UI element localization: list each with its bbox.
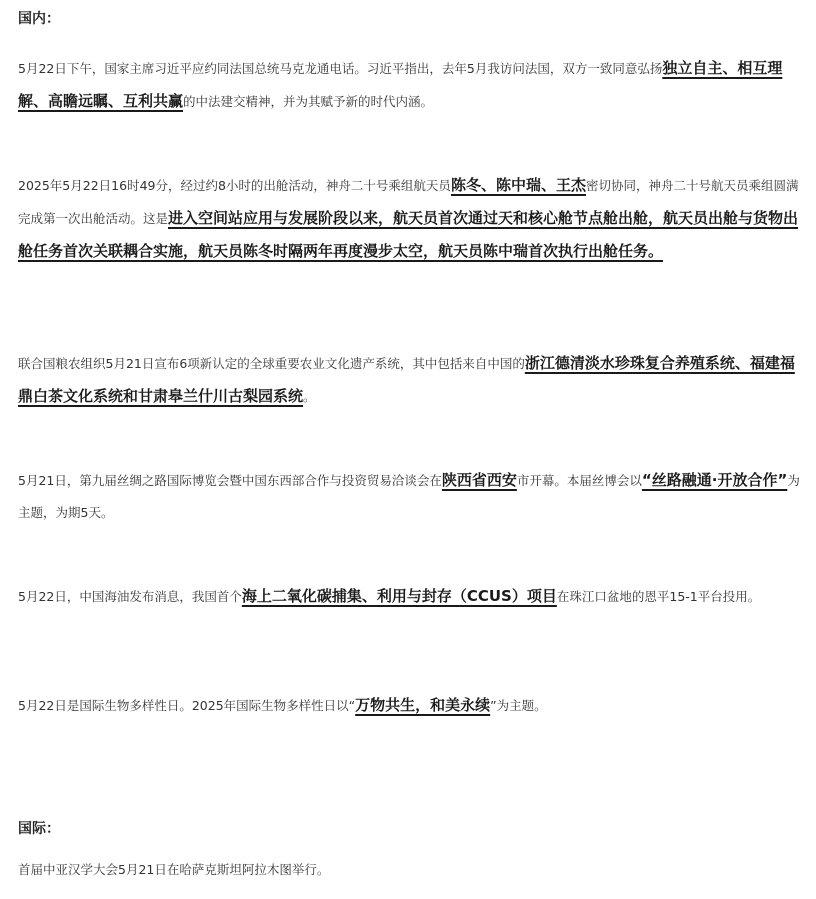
news-item-heritage bbox=[18, 347, 800, 413]
news-highlight: “丝路融通·开放合作” bbox=[641, 471, 788, 489]
news-text: 联合国粮农组织5月21日宣布6项新认定的全球重要农业文化遗产系统，其中包括来自中国的 bbox=[18, 356, 525, 371]
news-highlight: 独立自主、相互理解、高瞻远瞩、互利共赢 bbox=[18, 59, 783, 110]
news-highlight: 海上二氧化碳捕集、利用与封存（CCUS）项目 bbox=[241, 587, 557, 605]
news-highlight: 陈冬、陈中瑞、王杰 bbox=[450, 176, 586, 194]
news-text: 2025年5月22日16时49分，经过约8小时的出舱活动，神舟二十号乘组航天员 bbox=[18, 178, 451, 193]
news-item-sinology bbox=[18, 854, 800, 886]
section-heading-domestic: 国内： bbox=[18, 11, 60, 27]
section-heading-international: 国际： bbox=[18, 821, 60, 837]
news-text: ”为主题。 bbox=[490, 698, 547, 713]
news-highlight: 浙江德清淡水珍珠复合养殖系统、福建福鼎白茶文化系统和甘肃皋兰什川古梨园系统 bbox=[18, 354, 795, 405]
news-item-spacewalk bbox=[18, 169, 800, 268]
news-text: 5月22日下午，国家主席习近平应约同法国总统马克龙通电话。习近平指出，去年5月我访问法国，双方一致同意弘扬 bbox=[18, 61, 663, 76]
news-text: 5月22日是国际生物多样性日。2025年国际生物多样性日以“ bbox=[18, 698, 356, 713]
news-highlight: 万物共生，和美永续 bbox=[355, 696, 491, 714]
news-item-expo bbox=[18, 464, 800, 529]
news-highlight: 陕西省西安 bbox=[441, 471, 517, 489]
news-text: 的中法建交精神，并为其赋予新的时代内涵。 bbox=[183, 94, 434, 109]
news-highlight: 进入空间站应用与发展阶段以来，航天员首次通过天和核心舱节点舱出舱，航天员出舱与货物出舱任务首次关联耦合实施，航天员陈冬时隔两年再度漫步太空，航天员陈中瑞首次执行出舱任务。 bbox=[18, 209, 799, 260]
news-item-call bbox=[18, 52, 800, 118]
news-text: 为主题，为期5天。 bbox=[18, 473, 800, 520]
news-text: 市开幕。本届丝博会以 bbox=[516, 473, 642, 488]
news-text: 首届中亚汉学大会5月21日在哈萨克斯坦阿拉木图举行。 bbox=[18, 862, 330, 877]
news-item-ccus bbox=[18, 580, 800, 613]
news-text: 5月21日，第九届丝绸之路国际博览会暨中国东西部合作与投资贸易洽谈会在 bbox=[18, 473, 442, 488]
news-text: 5月22日，中国海油发布消息，我国首个 bbox=[18, 589, 242, 604]
news-text: 密切协同，神舟二十号航天员乘组圆满完成第一次出舱活动。这是 bbox=[18, 178, 799, 226]
news-text: 。 bbox=[303, 389, 316, 404]
news-item-biodiversity bbox=[18, 689, 800, 722]
news-text: 在珠江口盆地的恩平15-1平台投用。 bbox=[556, 589, 761, 604]
